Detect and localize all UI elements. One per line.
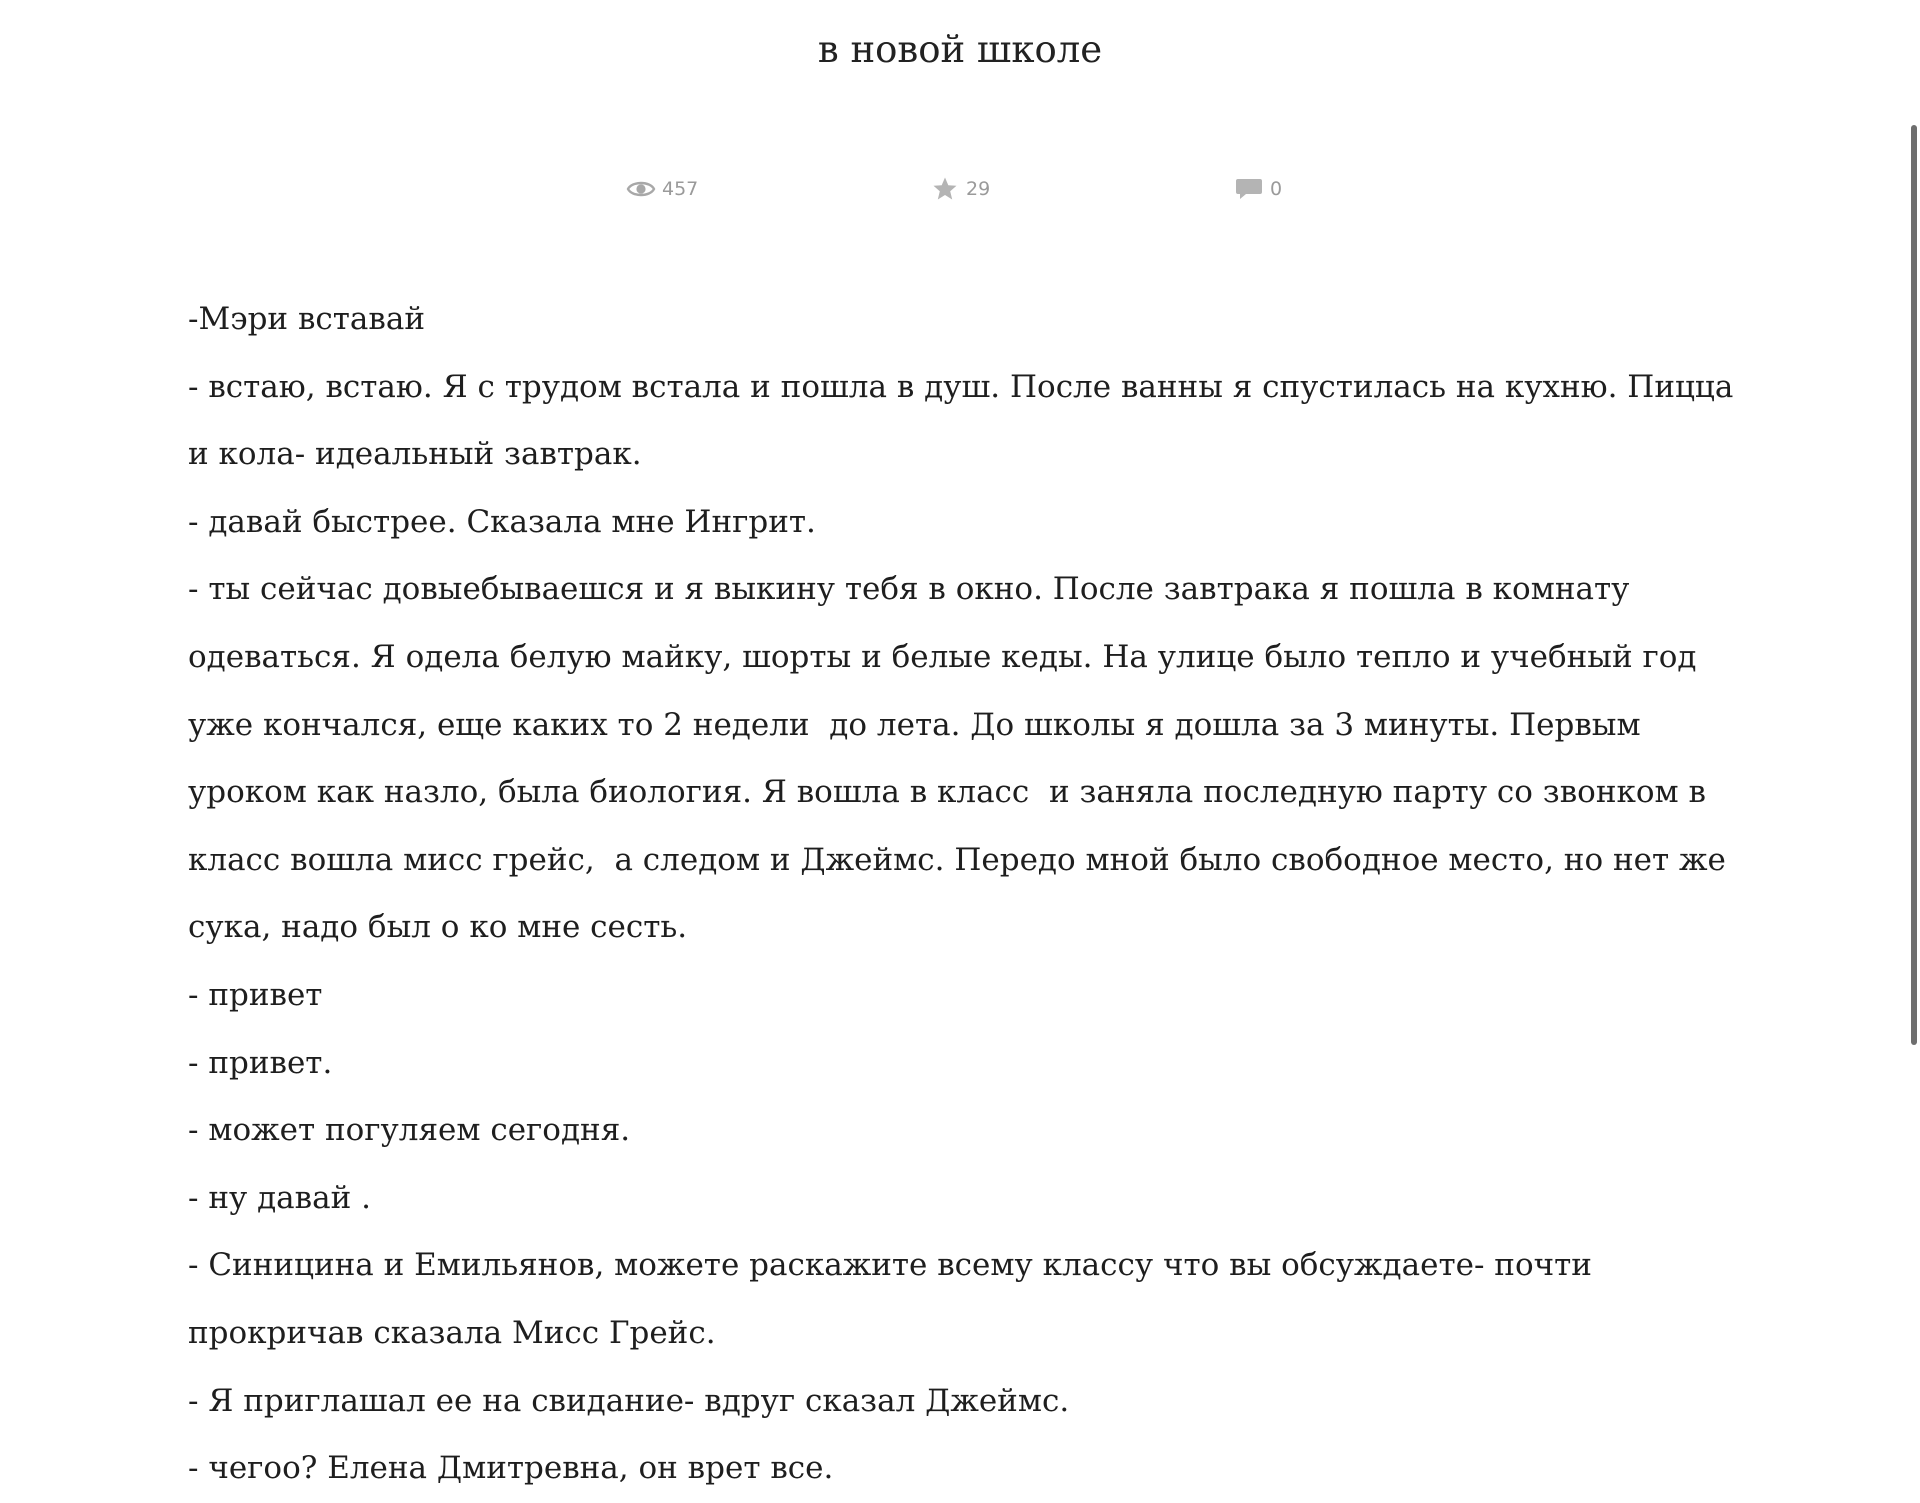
story-paragraph: - привет. <box>188 1044 333 1081</box>
comment-icon[interactable] <box>1235 177 1263 201</box>
likes-count: 29 <box>966 178 991 200</box>
story-paragraph: - ты сейчас довыебываешся и я выкину тебя в окно. После завтрака я пошла в комнату одеваться. Я одела белую майку, шорты и белые кеды. На улице было тепло и учебный год уже кончался, еще каких то 2 недели до лета. До школы я дошла за 3 минуты. Первым уроком как назло, была биология. Я вошла в класс и заняла последную парту со звонком в класс вошла мисс грейс, а следом и Джеймс. Передо мной было свободное место, но нет же сука, надо был о ко мне сесть. <box>188 571 1736 946</box>
story-title: в новой школе <box>817 28 1103 71</box>
story-text <box>188 286 1748 1503</box>
scrollbar-thumb[interactable] <box>1911 125 1917 1045</box>
eye-icon <box>627 177 655 201</box>
views-count: 457 <box>662 178 699 200</box>
story-paragraph: - встаю, встаю. Я с трудом встала и пошла в душ. После ванны я спустилась на кухню. Пицца и кола- идеальный завтрак. <box>188 368 1744 473</box>
story-paragraph: - может погуляем сегодня. <box>188 1112 631 1149</box>
story-paragraph: - Я приглашал ее на свидание- вдруг сказал Джеймс. <box>188 1382 1070 1419</box>
story-paragraph: - привет <box>188 976 323 1013</box>
story-paragraph: - Синицина и Емильянов, можете раскажите всему классу что вы обсуждаете- почти прокричав сказала Мисс Грейс. <box>188 1247 1602 1351</box>
comments-stat[interactable] <box>1235 174 1282 204</box>
story-paragraph: - давай быстрее. Сказала мне Ингрит. <box>188 503 816 540</box>
views-stat <box>627 174 698 204</box>
story-paragraph: -Мэри вставай <box>188 301 425 337</box>
scrollbar[interactable] <box>1906 0 1920 1440</box>
story-paragraph: - чегоо? Елена Дмитревна, он врет все. <box>188 1450 834 1487</box>
likes-stat[interactable] <box>931 174 990 204</box>
comments-count: 0 <box>1270 178 1283 200</box>
story-paragraph: - ну давай . <box>188 1179 371 1216</box>
story-stats <box>0 174 1920 204</box>
star-icon[interactable] <box>931 177 959 201</box>
